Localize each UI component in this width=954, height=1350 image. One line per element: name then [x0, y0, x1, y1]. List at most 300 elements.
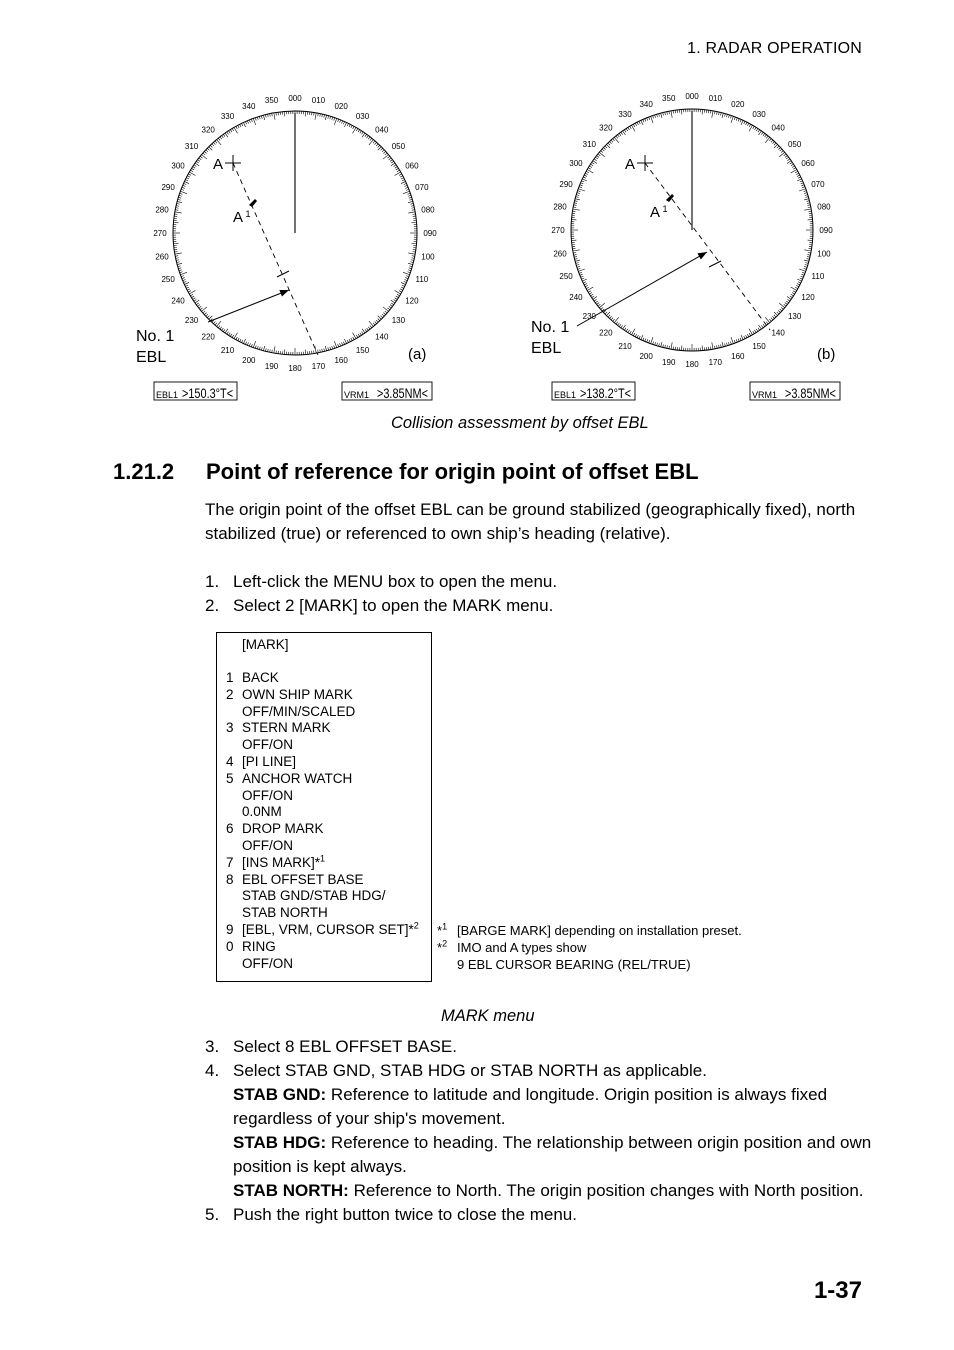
bearing-tick — [404, 183, 407, 184]
bearing-tick — [349, 124, 350, 127]
bearing-tick — [378, 316, 382, 320]
bearing-tick — [740, 119, 741, 122]
bearing-tick — [209, 316, 213, 320]
bearing-tick — [370, 138, 372, 140]
bearing-tick — [369, 140, 373, 145]
bearing-tick — [645, 119, 646, 122]
bearing-tick — [597, 303, 599, 305]
bearing-tick — [210, 145, 212, 147]
bearing-label: 020 — [334, 102, 348, 112]
menu-line: 0.0NM — [242, 804, 282, 820]
bearing-tick — [404, 281, 407, 282]
bearing-tick — [382, 150, 384, 152]
bearing-tick — [802, 187, 805, 188]
bearing-tick — [184, 183, 187, 184]
bearing-tick — [667, 345, 668, 348]
bearing-label: 220 — [599, 328, 613, 338]
bearing-tick — [630, 126, 632, 129]
bearing-tick — [799, 189, 806, 191]
bearing-label: 130 — [787, 312, 802, 322]
bearing-tick — [325, 346, 326, 351]
bearing-tick — [581, 278, 584, 279]
bearing-tick — [621, 132, 623, 134]
bearing-tick — [274, 113, 275, 120]
bearing-tick — [586, 287, 589, 288]
bearing-tick — [643, 119, 644, 122]
bearing-label: 050 — [787, 139, 802, 149]
bearing-label: 030 — [752, 109, 766, 119]
bearing-tick — [579, 272, 582, 273]
bearing-tick — [215, 323, 217, 325]
bearing-tick — [573, 209, 580, 210]
bearing-tick — [206, 150, 208, 152]
bearing-label: 230 — [184, 315, 199, 325]
bearing-tick — [261, 116, 262, 119]
bearing-tick — [378, 145, 380, 147]
target-a1-blip — [249, 199, 257, 207]
bearing-tick — [194, 300, 196, 302]
bearing-tick — [608, 143, 610, 145]
bearing-tick — [408, 272, 411, 273]
bearing-tick — [584, 284, 587, 285]
bearing-tick — [749, 333, 750, 336]
bearing-tick — [181, 276, 184, 277]
bearing-tick — [804, 209, 811, 210]
bearing-tick — [175, 256, 178, 257]
bearing-label: 130 — [391, 315, 406, 325]
bearing-tick — [408, 193, 411, 194]
bearing-tick — [619, 324, 621, 326]
bearing-tick — [740, 338, 741, 341]
bearing-tick — [178, 266, 181, 267]
bearing-tick — [616, 322, 618, 324]
bearing-tick — [400, 289, 403, 290]
bearing-tick — [213, 321, 215, 323]
bearing-tick — [669, 111, 670, 114]
bearing-tick — [255, 346, 256, 349]
menu-line: OFF/MIN/SCALED — [242, 703, 356, 719]
vrm-mark — [709, 261, 721, 267]
bearing-tick — [790, 296, 792, 298]
bearing-tick — [230, 130, 232, 133]
bearing-tick — [395, 167, 398, 169]
bearing-tick — [378, 319, 380, 321]
bearing-label: 330 — [618, 109, 632, 119]
bearing-tick — [222, 136, 224, 138]
ebl-pointer-arrowhead — [279, 290, 289, 297]
bearing-tick — [176, 206, 179, 207]
bearing-tick — [781, 151, 783, 153]
note-3-text: 9 EBL CURSOR BEARING (REL/TRUE) — [457, 957, 691, 972]
bearing-tick — [645, 339, 646, 342]
bearing-tick — [353, 337, 354, 340]
bearing-tick — [245, 342, 246, 345]
bearing-tick — [351, 338, 352, 341]
bearing-label: 290 — [161, 182, 175, 192]
bearing-tick — [804, 193, 807, 194]
bearing-tick — [633, 333, 634, 336]
bearing-tick — [747, 334, 748, 337]
bearing-tick — [721, 344, 722, 347]
bearing-tick — [412, 210, 415, 211]
bearing-tick — [400, 176, 403, 177]
bearing-tick — [573, 207, 576, 208]
bearing-tick — [765, 137, 769, 142]
panel-tag: (a) — [408, 346, 427, 363]
bearing-tick — [784, 154, 786, 156]
bearing-tick — [802, 272, 805, 273]
bearing-tick — [575, 259, 578, 260]
bearing-tick — [787, 159, 789, 161]
bearing-tick — [385, 311, 387, 313]
bearing-tick — [322, 349, 323, 352]
bearing-tick — [793, 168, 796, 170]
bearing-tick — [253, 341, 255, 348]
target-a1-superscript: 1 — [245, 209, 251, 219]
bearing-tick — [805, 264, 808, 265]
menu-line: 4 [PI LINE] — [226, 754, 297, 769]
bearing-tick — [574, 257, 577, 258]
bearing-tick — [805, 263, 808, 264]
bearing-tick — [663, 113, 664, 116]
bearing-tick — [238, 338, 239, 341]
bearing-tick — [643, 338, 644, 341]
bearing-tick — [593, 161, 597, 164]
bearing-label: 020 — [731, 100, 745, 110]
bearing-tick — [763, 324, 765, 326]
bearing-tick — [255, 118, 256, 121]
bearing-tick — [796, 285, 799, 286]
bearing-tick — [369, 321, 373, 326]
bearing-tick — [721, 113, 722, 116]
bearing-tick — [381, 148, 383, 150]
bearing-label: 240 — [171, 296, 185, 306]
bearing-tick — [274, 346, 275, 353]
bearing-tick — [635, 334, 636, 337]
bearing-tick — [777, 312, 779, 314]
bearing-tick — [771, 140, 773, 142]
bearing-tick — [792, 293, 795, 295]
bearing-tick — [315, 113, 316, 120]
bearing-tick — [599, 303, 604, 307]
bearing-tick — [356, 335, 358, 338]
bearing-tick — [225, 329, 228, 333]
bearing-tick — [619, 133, 621, 135]
bearing-tick — [245, 122, 246, 125]
bearing-tick — [396, 296, 399, 298]
bearing-tick — [774, 143, 776, 145]
bearing-tick — [358, 334, 360, 337]
bearing-tick — [402, 180, 405, 181]
bearing-tick — [766, 136, 768, 138]
bearing-tick — [411, 206, 414, 207]
bearing-tick — [763, 133, 765, 135]
ebl-readout-value: >138.2°T< — [579, 385, 632, 402]
bearing-label: 040 — [771, 123, 785, 133]
bearing-tick — [606, 312, 610, 316]
bearing-tick — [207, 316, 209, 318]
bearing-tick — [203, 153, 205, 155]
bearing-tick — [397, 294, 400, 296]
bearing-tick — [580, 185, 583, 186]
bearing-tick — [804, 268, 807, 269]
bearing-tick — [639, 121, 640, 124]
bearing-tick — [731, 337, 733, 344]
menu-line: 5 ANCHOR WATCH — [226, 770, 353, 786]
bearing-tick — [609, 316, 611, 318]
bearing-tick — [408, 253, 415, 254]
bearing-tick — [383, 313, 385, 315]
bearing-tick — [358, 130, 360, 133]
bearing-tick — [795, 287, 798, 288]
bearing-tick — [647, 118, 648, 121]
bearing-tick — [198, 160, 200, 162]
bearing-tick — [183, 185, 186, 186]
bearing-tick — [599, 152, 604, 156]
bearing-tick — [192, 168, 195, 170]
bearing-tick — [257, 346, 258, 349]
bearing-tick — [405, 187, 408, 188]
bearing-label: 150 — [752, 342, 766, 352]
bearing-tick — [726, 343, 727, 346]
bearing-tick — [268, 114, 269, 117]
bearing-tick — [784, 304, 786, 306]
bearing-tick — [402, 285, 405, 286]
bearing-tick — [655, 342, 656, 345]
bearing-tick — [753, 126, 755, 129]
bearing-tick — [408, 263, 413, 264]
bearing-tick — [175, 253, 182, 254]
bearing-tick — [798, 282, 801, 283]
bearing-tick — [801, 185, 804, 186]
bearing-tick — [715, 346, 716, 349]
bearing-label: 080 — [421, 205, 435, 215]
bearing-tick — [746, 122, 747, 125]
bearing-label: 320 — [201, 125, 215, 135]
bearing-tick — [365, 134, 367, 136]
bearing-tick — [606, 144, 610, 148]
bearing-tick — [200, 156, 202, 158]
bearing-tick — [576, 197, 579, 198]
bearing-tick — [213, 142, 215, 144]
bearing-tick — [584, 175, 587, 176]
bearing-tick — [797, 175, 800, 176]
bearing-tick — [661, 342, 662, 347]
bearing-tick — [753, 331, 755, 334]
bearing-tick — [325, 115, 326, 120]
bearing-tick — [738, 339, 739, 342]
bearing-tick — [734, 117, 735, 120]
bearing-tick — [595, 301, 597, 303]
bearing-tick — [177, 262, 180, 263]
bearing-tick — [242, 123, 243, 126]
bearing-tick — [765, 135, 767, 137]
bearing-tick — [755, 330, 757, 333]
bearing-label: 210 — [220, 345, 235, 355]
bearing-tick — [347, 123, 348, 126]
step-4: 4. Select STAB GND, STAB HDG or STAB NORTH as applicable. STAB GND: Reference to latitude and longitude. Origin position is always fixed regardless of your ship's movement. STAB HDG: Reference to heading. The relationship between origin position and own position is kept always. STAB NORTH: Reference to North. The origin position changes with North position. — [205, 1061, 872, 1200]
bearing-tick — [389, 158, 391, 160]
bearing-label: 180 — [685, 360, 699, 369]
bearing-label: 010 — [311, 96, 326, 106]
bearing-tick — [602, 149, 604, 151]
bearing-tick — [217, 321, 221, 326]
bearing-tick — [185, 180, 188, 181]
bearing-tick — [193, 167, 196, 169]
bearing-tick — [206, 314, 208, 316]
bearing-label: 270 — [153, 229, 167, 238]
bearing-tick — [604, 147, 606, 149]
bearing-tick — [362, 133, 365, 137]
menu-line: 6 DROP MARK — [226, 821, 324, 837]
bearing-label: 090 — [819, 226, 833, 235]
bearing-tick — [801, 183, 804, 184]
bearing-tick — [215, 141, 217, 143]
bearing-label: 070 — [811, 180, 825, 190]
bearing-tick — [577, 193, 580, 194]
bearing-tick — [391, 161, 393, 163]
bearing-tick — [778, 310, 780, 312]
section-title: Point of reference for origin point of offset EBL — [206, 459, 699, 484]
bearing-tick — [585, 173, 588, 174]
bearing-tick — [649, 117, 650, 120]
bearing-label: 120 — [405, 296, 419, 306]
bearing-tick — [808, 253, 811, 254]
bearing-tick — [261, 347, 262, 350]
bearing-tick — [405, 279, 408, 280]
bearing-tick — [800, 278, 803, 279]
menu-line: 8 EBL OFFSET BASE — [226, 871, 364, 887]
bearing-tick — [315, 346, 316, 353]
steps-list-b — [205, 1035, 885, 1227]
bearing-tick — [192, 296, 195, 298]
bearing-tick — [410, 203, 413, 204]
bearing-tick — [347, 340, 348, 343]
bearing-tick — [410, 262, 413, 263]
bearing-tick — [236, 126, 237, 129]
bearing-label: 080 — [817, 202, 831, 212]
bearing-tick — [263, 346, 264, 351]
bearing-tick — [598, 304, 600, 306]
ebl-pointer-line — [208, 290, 289, 322]
bearing-tick — [588, 168, 591, 170]
bearing-tick — [383, 155, 388, 159]
bearing-tick — [253, 118, 255, 125]
bearing-tick — [725, 343, 726, 346]
bearing-tick — [581, 276, 584, 277]
bearing-tick — [758, 328, 760, 330]
bearing-tick — [635, 123, 636, 126]
bearing-label: 110 — [811, 271, 825, 281]
bearing-tick — [797, 279, 802, 281]
bearing-tick — [223, 134, 225, 136]
bearing-tick — [806, 201, 809, 202]
bearing-tick — [579, 187, 582, 188]
bearing-tick — [805, 197, 808, 198]
bearing-tick — [785, 156, 787, 158]
bearing-tick — [624, 130, 626, 132]
note-2-text: IMO and A types show — [457, 940, 587, 955]
bearing-tick — [229, 333, 231, 336]
bearing-tick — [320, 349, 321, 352]
bearing-tick — [344, 339, 346, 344]
bearing-tick — [265, 348, 266, 351]
bearing-tick — [324, 348, 325, 351]
bearing-tick — [391, 303, 393, 305]
bearing-tick — [623, 131, 626, 135]
bearing-tick — [180, 272, 187, 274]
bearing-tick — [741, 120, 743, 125]
bearing-tick — [659, 114, 660, 117]
bearing-tick — [179, 270, 182, 271]
bearing-tick — [653, 116, 654, 119]
vrm-mark — [277, 271, 289, 277]
offset-ebl-line — [233, 163, 318, 355]
bearing-tick — [184, 181, 189, 183]
bearing-tick — [411, 208, 414, 209]
bearing-tick — [595, 157, 597, 159]
bearing-tick — [581, 183, 584, 184]
bearing-tick — [665, 112, 666, 115]
bearing-tick — [582, 179, 587, 181]
bearing-tick — [376, 320, 378, 322]
bearing-tick — [399, 291, 402, 292]
bearing-tick — [196, 161, 198, 163]
bearing-label: 050 — [391, 142, 406, 152]
bearing-tick — [217, 140, 221, 145]
bearing-tick — [367, 328, 369, 330]
bearing-tick — [731, 116, 733, 123]
bearing-tick — [368, 137, 370, 139]
bearing-label: 280 — [553, 202, 567, 212]
bearing-tick — [758, 130, 760, 132]
bearing-tick — [790, 162, 792, 164]
bearing-tick — [653, 342, 654, 345]
menu-line: STAB NORTH — [242, 905, 328, 921]
bearing-tick — [204, 151, 206, 153]
bearing-tick — [373, 141, 375, 143]
bearing-tick — [649, 340, 650, 343]
bearing-label: 270 — [551, 226, 565, 235]
bearing-tick — [651, 116, 653, 123]
bearing-tick — [614, 317, 618, 322]
bearing-tick — [238, 125, 239, 128]
bearing-label: 100 — [817, 249, 831, 259]
bearing-tick — [182, 278, 185, 279]
bearing-tick — [257, 117, 258, 120]
target-a-label: A — [212, 156, 224, 173]
bearing-tick — [390, 305, 392, 307]
radar-panel-b — [531, 92, 840, 401]
bearing-tick — [778, 147, 780, 149]
bearing-label: 100 — [421, 252, 435, 262]
bearing-tick — [198, 305, 200, 307]
bearing-tick — [360, 333, 362, 336]
bearing-tick — [251, 119, 252, 122]
bearing-label: 280 — [155, 205, 169, 215]
bearing-tick — [409, 199, 412, 200]
bearing-tick — [382, 314, 384, 316]
bearing-tick — [188, 174, 191, 175]
bearing-tick — [624, 328, 626, 330]
bearing-tick — [761, 132, 763, 134]
bearing-tick — [242, 340, 243, 343]
bearing-label: 260 — [155, 252, 169, 262]
radar-panel-a — [136, 94, 437, 401]
menu-line: 1 BACK — [226, 670, 279, 685]
bearing-tick — [176, 258, 179, 259]
bearing-tick — [334, 341, 336, 348]
